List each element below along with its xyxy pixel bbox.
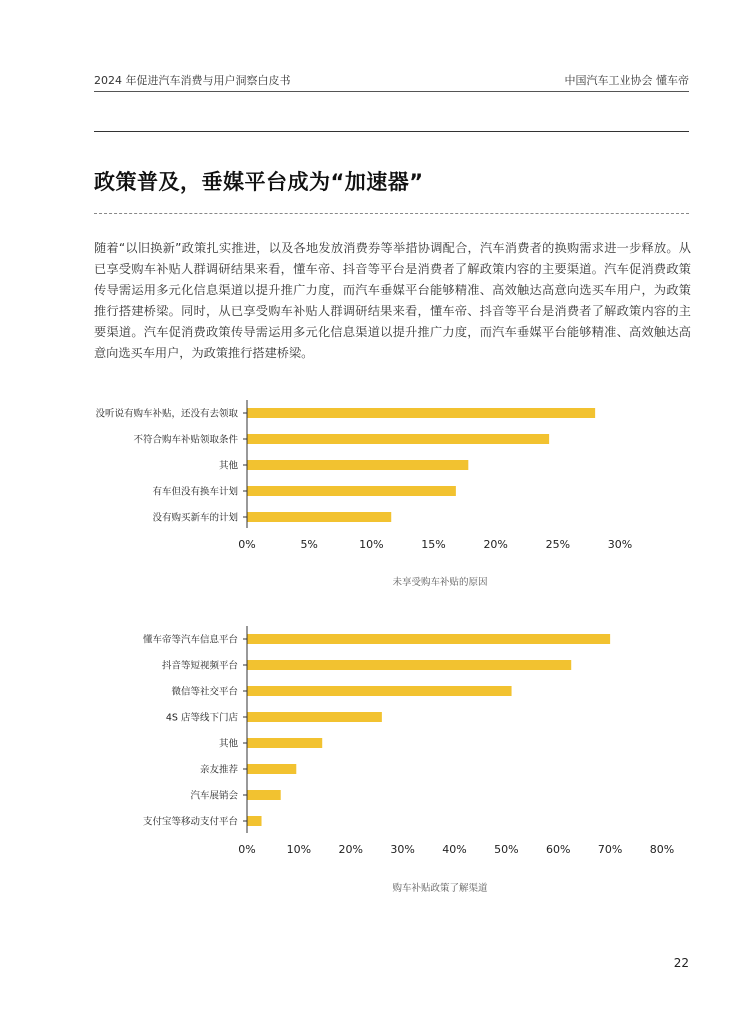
x-tick-label: 50% bbox=[494, 843, 519, 856]
x-tick-label: 15% bbox=[421, 538, 446, 551]
category-label: 抖音等短视频平台 bbox=[161, 660, 238, 672]
category-label: 不符合购车补贴领取条件 bbox=[133, 434, 238, 446]
page-header bbox=[94, 72, 689, 90]
category-label: 没有购买新车的计划 bbox=[152, 512, 238, 524]
section-dashed-divider bbox=[94, 213, 689, 214]
category-label: 4S 店等线下门店 bbox=[165, 712, 238, 724]
x-tick-label: 40% bbox=[442, 843, 467, 856]
chart-reasons-no-subsidy bbox=[0, 395, 755, 555]
chart-channels-svg bbox=[0, 622, 755, 862]
x-tick-label: 10% bbox=[359, 538, 384, 551]
x-tick-label: 0% bbox=[238, 538, 256, 551]
bar bbox=[248, 486, 456, 496]
x-tick-label: 20% bbox=[338, 843, 363, 856]
category-label: 其他 bbox=[218, 738, 238, 750]
bar bbox=[248, 460, 469, 470]
bar bbox=[248, 790, 281, 800]
header-divider bbox=[94, 91, 689, 92]
bar bbox=[248, 634, 611, 644]
bar bbox=[248, 738, 323, 748]
category-label: 汽车展销会 bbox=[190, 790, 238, 802]
bar bbox=[248, 712, 382, 722]
x-tick-label: 10% bbox=[286, 843, 312, 856]
bar bbox=[248, 816, 262, 826]
x-tick-label: 0% bbox=[238, 843, 256, 856]
x-tick-label: 80% bbox=[649, 843, 675, 856]
bar bbox=[248, 408, 596, 418]
chart-info-channels bbox=[0, 622, 755, 862]
x-tick-label: 25% bbox=[545, 538, 571, 551]
category-label: 懂车帝等汽车信息平台 bbox=[142, 634, 238, 646]
bar bbox=[248, 512, 392, 522]
category-label: 没听说有购车补贴，还没有去领取 bbox=[95, 408, 238, 420]
x-tick-label: 20% bbox=[483, 538, 508, 551]
x-tick-label: 5% bbox=[300, 538, 318, 551]
x-tick-label: 60% bbox=[546, 843, 571, 856]
x-tick-label: 30% bbox=[607, 538, 633, 551]
category-label: 亲友推荐 bbox=[199, 764, 238, 776]
chart-reasons-caption: 未享受购车补贴的原因 bbox=[392, 577, 488, 588]
bar bbox=[248, 434, 550, 444]
bar bbox=[248, 686, 512, 696]
x-tick-label: 70% bbox=[597, 843, 623, 856]
chart-channels-caption: 购车补贴政策了解渠道 bbox=[392, 883, 488, 894]
bar bbox=[248, 660, 572, 670]
document-title: 2024 年促进汽车消费与用户洞察白皮书 bbox=[94, 74, 291, 87]
category-label: 其他 bbox=[218, 460, 238, 472]
chart-reasons-svg bbox=[0, 395, 755, 555]
category-label: 有车但没有换车计划 bbox=[152, 486, 238, 498]
publisher-names: 中国汽车工业协会 懂车帝 bbox=[564, 74, 689, 87]
section-title: 政策普及，垂媒平台成为“加速器” bbox=[94, 170, 424, 194]
bar bbox=[248, 764, 297, 774]
x-tick-label: 30% bbox=[390, 843, 415, 856]
section-body: 随着“以旧换新”政策扎实推进，以及各地发放消费券等举措协调配合，汽车消费者的换购需求进一步释放。从已享受购车补贴人群调研结果来看，懂车帝、抖音等平台是消费者了解政策内容的主要渠道。汽车促消费政策传导需运用多元化信息渠道以提升推广力度，而汽车垂媒平台能够精准、高效触达高意向选买车用户，为政策推行搭建桥梁。同时，从已享受购车补贴人群调研结果来看，懂车帝、抖音等平台是消费者了解政策内容的主要渠道。汽车促消费政策传导需运用多元化信息渠道以提升推广力度，而汽车垂媒平台能够精准、高效触达高意向选买车用户，为政策推行搭建桥梁。 bbox=[94, 241, 691, 360]
category-label: 微信等社交平台 bbox=[171, 686, 238, 698]
category-label: 支付宝等移动支付平台 bbox=[142, 816, 238, 828]
page-number: 22 bbox=[673, 956, 689, 970]
section-top-divider bbox=[94, 131, 689, 132]
